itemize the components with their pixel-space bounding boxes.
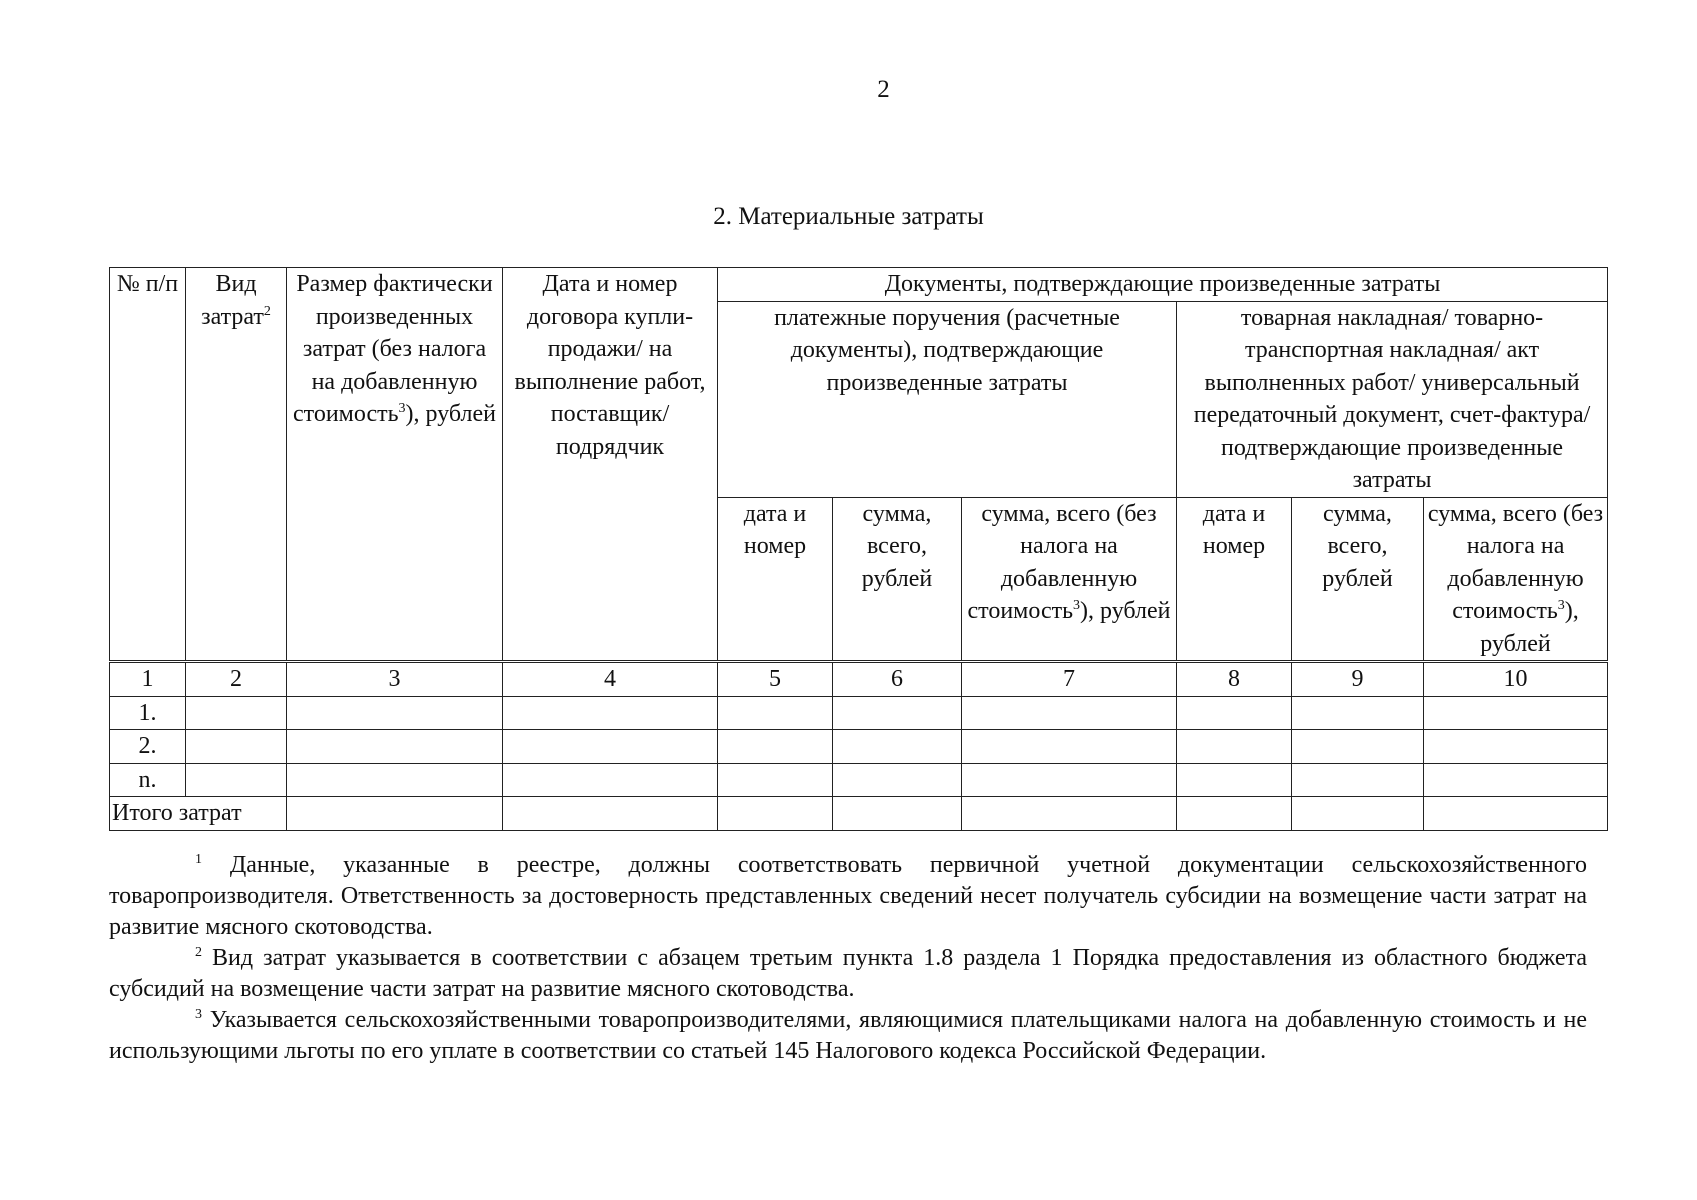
column-number: 3: [287, 662, 503, 697]
cell: [833, 696, 962, 730]
cell: [1177, 763, 1292, 797]
total-row: [110, 797, 1608, 831]
cell: [962, 763, 1177, 797]
col10-header: сумма, всего (без налога на добавленную стоимость$^3$), рублей: [1424, 497, 1608, 662]
payment-orders-header: платежные поручения (расчетные документы), подтверждающие произведенные затраты: [718, 301, 1177, 497]
cell: [287, 763, 503, 797]
col-expense-type-header: Вид затрат$^2$: [186, 268, 287, 662]
footnote-3: $^3$ Указывается сельскохозяйственными товаропроизводителями, являющимися плательщиками налога на добавленную стоимость и не использующими льготы по его уплате в соответствии со статьей 145 Налогового кодекса Российской Федерации.: [109, 1007, 1588, 1064]
cell: [503, 763, 718, 797]
column-number: 8: [1177, 662, 1292, 697]
total-label: Итого затрат: [110, 797, 287, 831]
table-row: [110, 730, 1608, 764]
column-number: 7: [962, 662, 1177, 697]
expenses-table: [109, 267, 1608, 831]
cell: [833, 797, 962, 831]
row-number: 2.: [110, 730, 186, 764]
docs-group-header: Документы, подтверждающие произведенные затраты: [718, 268, 1608, 302]
cell: [1424, 763, 1608, 797]
table-row: [110, 763, 1608, 797]
cell: [962, 696, 1177, 730]
col8-header: дата и номер: [1177, 497, 1292, 662]
footnote-1: $^1$ Данные, указанные в реестре, должны соответствовать первичной учетной документации сельскохозяйственного товаропроизводителя. Ответственность за достоверность представленных сведений несет получатель субсидии на возмещение части затрат на развитие мясного скотоводства.: [109, 852, 1587, 940]
row-number: 1.: [110, 696, 186, 730]
page-number: 2: [877, 76, 890, 103]
cell: [1424, 696, 1608, 730]
row-number: n.: [110, 763, 186, 797]
cell: [718, 797, 833, 831]
col6-header: сумма, всего, рублей: [833, 497, 962, 662]
cell: [718, 696, 833, 730]
cell: [1292, 730, 1424, 764]
col-number-header: № п/п: [110, 268, 186, 662]
col-contract-header: Дата и номер договора купли-продажи/ на выполнение работ, поставщик/ подрядчик: [503, 268, 718, 662]
cell: [962, 730, 1177, 764]
cell: [718, 730, 833, 764]
footnote-2: $^2$ Вид затрат указывается в соответствии с абзацем третьим пункта 1.8 раздела 1 Порядка предоставления из областного бюджета субсидий на возмещение части затрат на развитие мясного скотоводства.: [109, 945, 1588, 1002]
column-number: 4: [503, 662, 718, 697]
col-amount-header: Размер фактически произведенных затрат (без налога на добавленную стоимость$^3$), рублей: [287, 268, 503, 662]
cell: [718, 763, 833, 797]
cell: [1177, 730, 1292, 764]
section-title: 2. Материальные затраты: [713, 203, 984, 230]
column-number: 1: [110, 662, 186, 697]
column-numbers-row: [110, 662, 1608, 697]
cell: [186, 763, 287, 797]
cell: [1292, 696, 1424, 730]
cell: [287, 696, 503, 730]
cell: [833, 763, 962, 797]
footnotes: [109, 850, 1587, 1067]
cell: [1177, 797, 1292, 831]
cell: [1177, 696, 1292, 730]
cell: [503, 730, 718, 764]
column-number: 5: [718, 662, 833, 697]
cell: [503, 696, 718, 730]
cell: [962, 797, 1177, 831]
col9-header: сумма, всего, рублей: [1292, 497, 1424, 662]
cell: [1292, 797, 1424, 831]
col7-header: сумма, всего (без налога на добавленную стоимость$^3$), рублей: [962, 497, 1177, 662]
cell: [1424, 797, 1608, 831]
cell: [833, 730, 962, 764]
column-number: 10: [1424, 662, 1608, 697]
header-row-1: [110, 268, 1608, 302]
invoices-header: товарная накладная/ товарно-транспортная накладная/ акт выполненных работ/ универсальный передаточный документ, счет-фактура/ подтверждающие произведенные затраты: [1177, 301, 1608, 497]
column-number: 6: [833, 662, 962, 697]
cell: [287, 797, 503, 831]
cell: [287, 730, 503, 764]
cell: [186, 730, 287, 764]
cell: [503, 797, 718, 831]
cell: [186, 696, 287, 730]
col5-header: дата и номер: [718, 497, 833, 662]
column-number: 9: [1292, 662, 1424, 697]
cell: [1292, 763, 1424, 797]
cell: [1424, 730, 1608, 764]
column-number: 2: [186, 662, 287, 697]
table-row: [110, 696, 1608, 730]
